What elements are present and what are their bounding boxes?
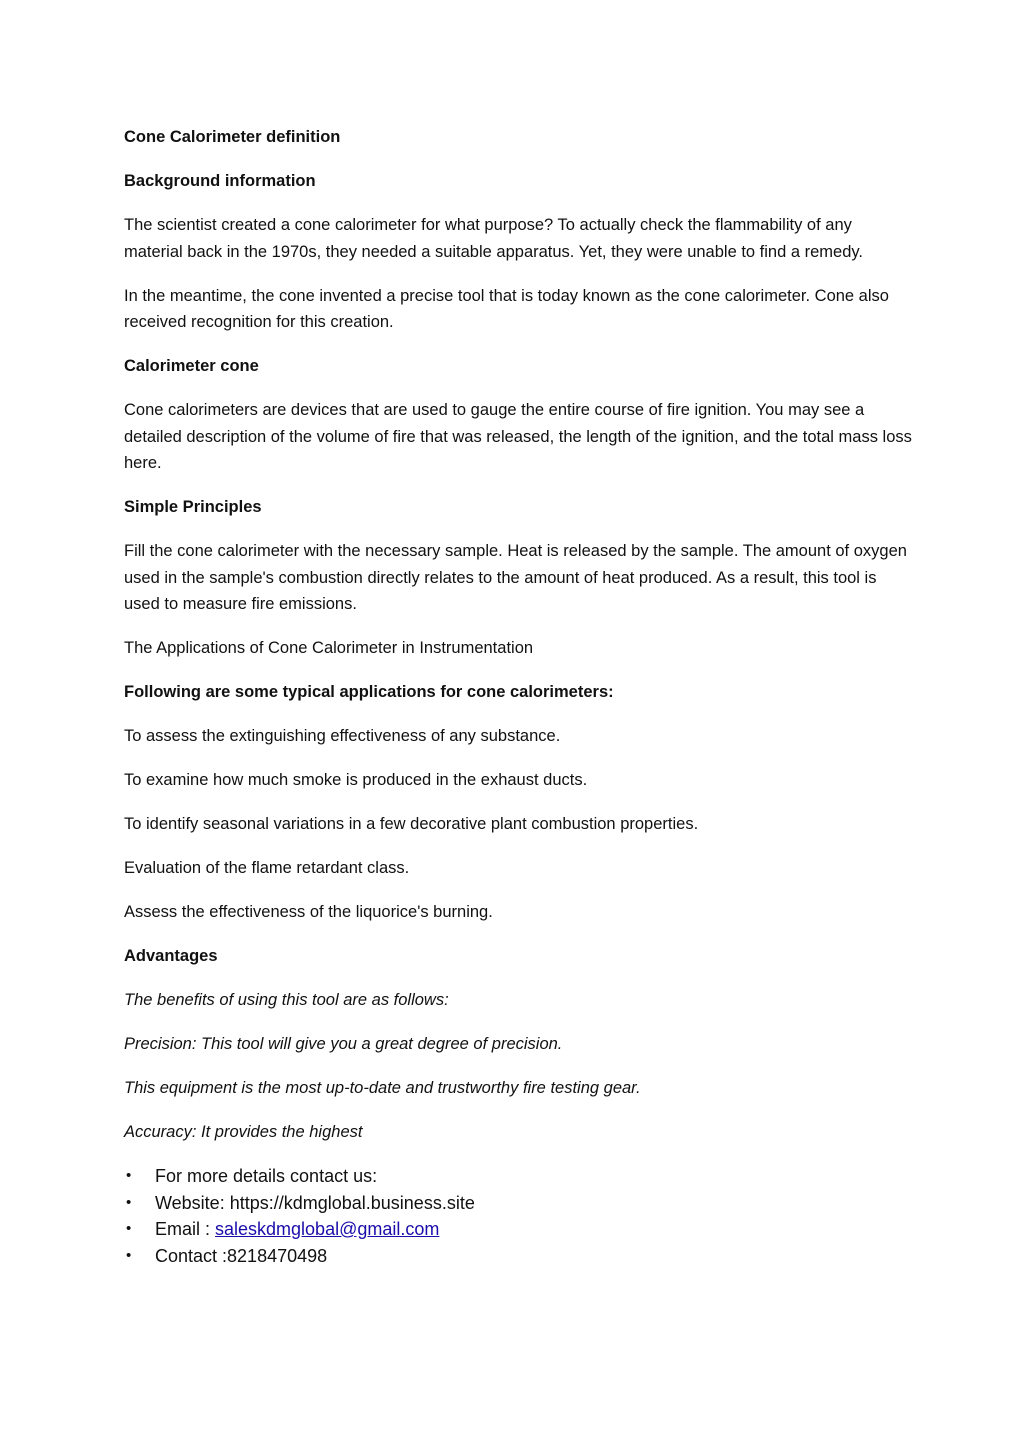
contact-phone-text: Contact :8218470498	[155, 1245, 328, 1266]
application-item: To identify seasonal variations in a few decorative plant combustion properties.	[124, 815, 699, 833]
contact-details-text: For more details contact us:	[155, 1166, 378, 1186]
background-paragraph-2: In the meantime, the cone invented a precise tool that is today known as the cone calorimeter. Cone also received recognition for this creation.	[124, 286, 889, 331]
advantage-item: This equipment is the most up-to-date and trustworthy fire testing gear.	[124, 1079, 641, 1097]
contact-website-text: Website: https://kdmglobal.business.site	[155, 1192, 475, 1213]
background-heading: Background information	[124, 172, 316, 190]
principles-paragraph: Fill the cone calorimeter with the necessary sample. Heat is released by the sample. The amount of oxygen used in the sample's combustion directly relates to the amount of heat produced. As a result, this tool is used to measure fire emissions.	[124, 542, 907, 613]
application-item: To examine how much smoke is produced in the exhaust ducts.	[124, 771, 588, 789]
application-item: To assess the extinguishing effectiveness of any substance.	[124, 727, 561, 745]
advantage-item: The benefits of using this tool are as follows:	[124, 991, 449, 1009]
bullet-icon: •	[126, 1167, 132, 1184]
applications-heading: Following are some typical applications for cone calorimeters:	[124, 683, 614, 701]
calorimeter-heading: Calorimeter cone	[124, 357, 259, 375]
bullet-icon: •	[126, 1220, 132, 1237]
applications-title: The Applications of Cone Calorimeter in Instrumentation	[124, 639, 534, 657]
background-paragraph-1: The scientist created a cone calorimeter for what purpose? To actually check the flammability of any material back in the 1970s, they needed a suitable apparatus. Yet, they were unable to find a remedy.	[124, 216, 864, 261]
email-link[interactable]: saleskdmglobal@gmail.com	[215, 1219, 440, 1239]
bullet-icon: •	[126, 1246, 132, 1264]
contact-email-item	[124, 1216, 914, 1243]
principles-heading: Simple Principles	[124, 498, 262, 516]
advantage-item: Precision: This tool will give you a great degree of precision.	[124, 1035, 563, 1053]
bullet-icon: •	[126, 1193, 132, 1211]
document-title: Cone Calorimeter definition	[124, 128, 341, 146]
document-page	[124, 124, 914, 1269]
contact-email-label: Email :	[155, 1219, 216, 1239]
contact-website-item	[124, 1190, 914, 1217]
advantages-heading: Advantages	[124, 947, 218, 965]
application-item: Evaluation of the flame retardant class.	[124, 859, 410, 877]
contact-phone-item	[124, 1243, 914, 1270]
application-item: Assess the effectiveness of the liquorice's burning.	[124, 903, 493, 921]
calorimeter-paragraph: Cone calorimeters are devices that are used to gauge the entire course of fire ignition. You may see a detailed description of the volume of fire that was released, the length of the ignition, and the total mass loss here.	[124, 401, 912, 472]
contact-details-item	[124, 1163, 914, 1190]
advantage-item: Accuracy: It provides the highest	[124, 1123, 363, 1141]
contact-list	[124, 1163, 914, 1269]
